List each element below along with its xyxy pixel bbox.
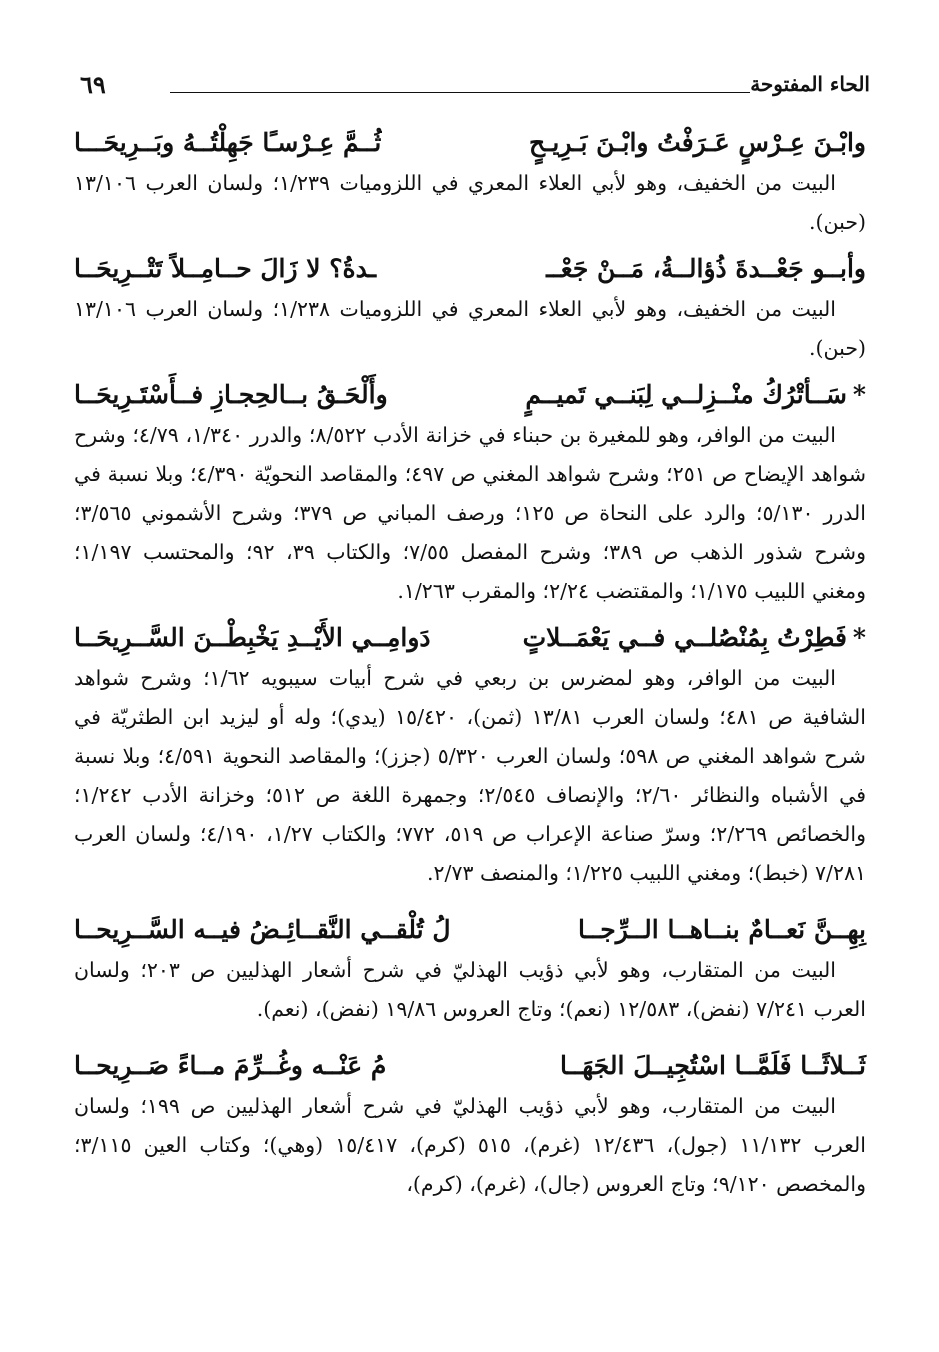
header-rule [170, 92, 750, 93]
second-hemistich: مُ عَنْــه وغُــرِّمَ مــاءً صَــرِيحــا [74, 1051, 387, 1080]
verse-line [74, 374, 866, 416]
second-hemistich: دَوامِــي الأَيْــدِ يَخْبِطْــنَ السَّــرِيحَــا [74, 623, 431, 652]
verse-line [74, 909, 866, 951]
first-hemistich: وابْـنَ عِـرْسٍ عَـرَفْتُ وابْـنَ بَـرِيـحٍ [528, 128, 866, 157]
first-hemistich-text: سَــأتْرُكُ منْــزِلــي لِبَنــي تَميــمٍ [525, 380, 847, 409]
asterisk-marker: * [852, 623, 866, 652]
first-hemistich [525, 375, 866, 415]
page-header [70, 70, 870, 106]
source-note: البيت من المتقارب، وهو لأبي ذؤيب الهذليّ في شرح أشعار الهذليين ص ٢٠٣؛ ولسان العرب ٧/٢٤١ (نفض)، ١٢/٥٨٣ (نعم)؛ وتاج العروس ١٩/٨٦ (نفض)، (نعم). [74, 958, 866, 1021]
first-hemistich: وأبــو جَعْــدةَ ذُؤالــةُ، مَــنْ جَعْــ [546, 254, 866, 283]
source-note: البيت من المتقارب، وهو لأبي ذؤيب الهذليّ في شرح أشعار الهذليين ص ١٩٩؛ ولسان العرب ١١/١٣٢ (جول)، ١٢/٤٣٦ (غرم)، ٥١٥ (كرم)، ١٥/٤١٧ (وهي)؛ وكتاب العين ٣/١١٥؛ والمخصص ٩/١٢٠؛ وتاج العروس (جال)، (غرم)، (كرم)، [74, 1094, 866, 1196]
verse-entry [74, 909, 866, 1029]
source-note: البيت من الوافر، وهو للمغيرة بن حبناء في خزانة الأدب ٨/٥٢٢؛ والدرر ١/٣٤٠، ٤/٧٩؛ وشرح شواهد الإيضاح ص ٢٥١؛ وشرح شواهد المغني ص ٤٩٧؛ والمقاصد النحويّة ٤/٣٩٠؛ وبلا نسبة في الدرر ٥/١٣٠؛ والرد على النحاة ص ١٢٥؛ ورصف المباني ص ٣٧٩؛ وشرح الأشموني ٣/٥٦٥؛ وشرح شذور الذهب ص ٣٨٩؛ وشرح المفصل ٧/٥٥؛ والكتاب ٣٩، ٩٢؛ والمحتسب ١/١٩٧؛ ومغني اللبيب ١/١٧٥؛ والمقتضب ٢/٢٤؛ والمقرب ١/٢٦٣. [74, 423, 867, 603]
source-note: البيت من الوافر، وهو لمضرس بن ربعي في شرح أبيات سيبويه ١/٦٢؛ وشرح شواهد الشافية ص ٤٨١؛ ولسان العرب ١٣/٨١ (ثمن)، ١٥/٤٢٠ (يدي)؛ وله أو ليزيد ابن الطثريّة في شرح شواهد المغني ص ٥٩٨؛ ولسان العرب ٥/٣٢٠ (جزز)؛ والمقاصد النحوية ٤/٥٩١؛ وبلا نسبة في الأشباه والنظائر ٢/٦٠؛ والإنصاف ٢/٥٤٥؛ وجمهرة اللغة ص ٥١٢؛ وخزانة الأدب ١/٢٤٢؛ والخصائص ٢/٢٦٩؛ وسرّ صناعة الإعراب ص ٥١٩، ٧٧٢؛ والكتاب ١/٢٧، ٤/١٩٠؛ ولسان العرب ٧/٢٨١ (خبط)؛ ومغني اللبيب ١/٢٢٥؛ والمنصف ٢/٧٣. [74, 666, 867, 885]
verse-entry [74, 374, 866, 611]
source-note: البيت من الخفيف، وهو لأبي العلاء المعري في اللزوميات ١/٢٣٩؛ ولسان العرب ١٣/١٠٦ (حبن). [74, 171, 866, 234]
running-head: الحاء المفتوحة [750, 72, 870, 96]
verse-entry [74, 248, 866, 368]
verse-line [74, 122, 866, 164]
second-hemistich: لُ تُلْقــي النَّقــائِـضُ فيــه السَّــرِيحــا [74, 915, 451, 944]
verse-line [74, 617, 866, 659]
page-number: ٦٩ [80, 70, 106, 99]
verse-line [74, 248, 866, 290]
page-content [74, 122, 866, 1210]
verse-entry [74, 617, 866, 893]
second-hemistich: وأَلْحَـقُ بــالحِجـازِ فــأَسْتَـرِيحَــا [74, 380, 388, 409]
verse-entry [74, 122, 866, 242]
first-hemistich: بِهِــنَّ نَعــامٌ بنــاهــا الــرِّجــا [578, 915, 866, 944]
source-note: البيت من الخفيف، وهو لأبي العلاء المعري في اللزوميات ١/٢٣٨؛ ولسان العرب ١٣/١٠٦ (حبن). [74, 297, 866, 360]
first-hemistich [523, 618, 866, 658]
asterisk-marker: * [852, 380, 866, 409]
second-hemistich: ثُــمَّ عِـرْسـًا جَهِلْتُــهُ وبَــرِيحَـــا [74, 128, 382, 157]
second-hemistich: ـدةُ؟ لا زَالَ حــامِــلاً تَتْــرِيحَــا [74, 254, 377, 283]
first-hemistich-text: فَطِرْتُ بِمُنْصُلــي فــي يَعْمَــلاتٍ [522, 623, 847, 652]
first-hemistich: ثَــلاثًــا فَلَمَّــا اسْتُجِيــلَ الجَهَــا [560, 1051, 866, 1080]
verse-line [74, 1045, 866, 1087]
verse-entry [74, 1045, 866, 1204]
